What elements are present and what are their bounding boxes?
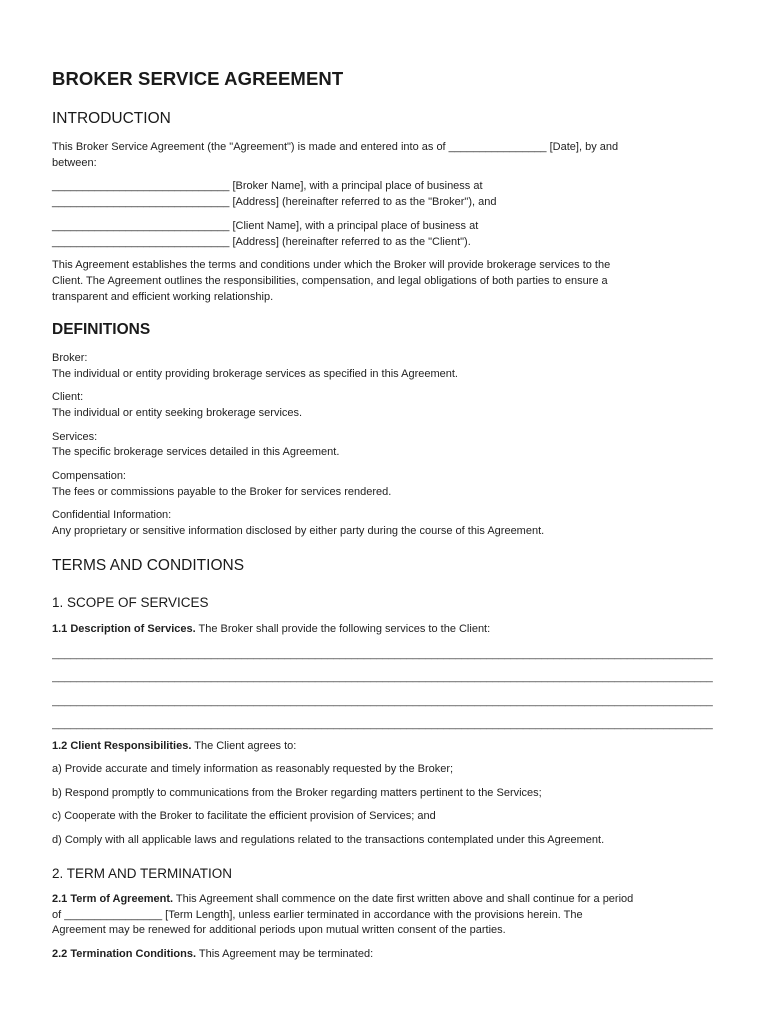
section-2-1-text: This Agreement shall commence on the date first written above and shall continue for a period bbox=[173, 893, 634, 905]
introduction-heading: INTRODUCTION bbox=[52, 110, 171, 127]
definitions-heading: DEFINITIONS bbox=[52, 321, 151, 338]
definition-text: The individual or entity seeking brokerage services. bbox=[52, 407, 303, 419]
intro-para1-line1: This Broker Service Agreement (the "Agreement") is made and entered into as of ________________ [Date], by and bbox=[52, 141, 619, 153]
responsibility-item: b) Respond promptly to communications from the Broker regarding matters pertinent to the Services; bbox=[52, 787, 542, 799]
definition-term: Services: bbox=[52, 431, 98, 443]
section-2-1-line2: of ________________ [Term Length], unless earlier terminated in accordance with the provisions herein. The bbox=[52, 909, 583, 921]
section-2-2-text: This Agreement may be terminated: bbox=[196, 948, 374, 960]
client-name-line: _____________________________ [Client Name], with a principal place of business at bbox=[52, 220, 479, 232]
section-1-1 bbox=[52, 621, 490, 637]
term-termination-heading: 2. TERM AND TERMINATION bbox=[52, 866, 233, 881]
section-2-1-label: 2.1 Term of Agreement. bbox=[52, 893, 174, 905]
responsibility-item: c) Cooperate with the Broker to facilitate the efficient provision of Services; and bbox=[52, 810, 436, 822]
definition-term: Broker: bbox=[52, 352, 88, 364]
responsibility-item: a) Provide accurate and timely information as reasonably requested by the Broker; bbox=[52, 763, 454, 775]
broker-address-line: _____________________________ [Address] (hereinafter referred to as the "Broker"), and bbox=[52, 196, 497, 208]
intro-para2-line1: This Agreement establishes the terms and conditions under which the Broker will provide brokerage services to the bbox=[52, 259, 611, 271]
definition-text: The individual or entity providing brokerage services as specified in this Agreement. bbox=[52, 368, 458, 380]
section-2-2 bbox=[52, 946, 373, 962]
client-address-line: _____________________________ [Address] (hereinafter referred to as the "Client"). bbox=[52, 236, 471, 248]
definition-text: The fees or commissions payable to the Broker for services rendered. bbox=[52, 486, 392, 498]
section-1-2-text: The Client agrees to: bbox=[191, 740, 297, 752]
services-blank-line: ____________________________________________________________________________________________________________ bbox=[52, 718, 713, 730]
definition-term: Compensation: bbox=[52, 470, 126, 482]
section-2-1-line1 bbox=[52, 891, 633, 907]
intro-para2-line3: transparent and efficient working relationship. bbox=[52, 291, 274, 303]
definition-text: The specific brokerage services detailed in this Agreement. bbox=[52, 446, 340, 458]
services-blank-line: ____________________________________________________________________________________________________________ bbox=[52, 695, 713, 707]
responsibility-item: d) Comply with all applicable laws and regulations related to the transactions contemplated under this Agreement. bbox=[52, 834, 605, 846]
section-1-1-text: The Broker shall provide the following services to the Client: bbox=[195, 623, 491, 635]
services-blank-line: ____________________________________________________________________________________________________________ bbox=[52, 648, 713, 660]
section-2-2-label: 2.2 Termination Conditions. bbox=[52, 948, 197, 960]
intro-para2-line2: Client. The Agreement outlines the responsibilities, compensation, and legal obligations of both parties to ensure a bbox=[52, 275, 608, 287]
document-title: BROKER SERVICE AGREEMENT bbox=[52, 68, 344, 89]
definition-text: Any proprietary or sensitive information disclosed by either party during the course of this Agreement. bbox=[52, 525, 545, 537]
section-1-2-label: 1.2 Client Responsibilities. bbox=[52, 740, 192, 752]
section-1-1-label: 1.1 Description of Services. bbox=[52, 623, 196, 635]
definition-term: Confidential Information: bbox=[52, 509, 172, 521]
intro-para1-line2: between: bbox=[52, 157, 97, 169]
broker-name-line: _____________________________ [Broker Name], with a principal place of business at bbox=[52, 180, 483, 192]
definition-term: Client: bbox=[52, 391, 84, 403]
services-blank-line: ____________________________________________________________________________________________________________ bbox=[52, 671, 713, 683]
terms-heading: TERMS AND CONDITIONS bbox=[52, 557, 245, 574]
section-1-2 bbox=[52, 738, 296, 754]
section-2-1-line3: Agreement may be renewed for additional periods upon mutual written consent of the parties. bbox=[52, 924, 506, 936]
scope-heading: 1. SCOPE OF SERVICES bbox=[52, 595, 209, 610]
